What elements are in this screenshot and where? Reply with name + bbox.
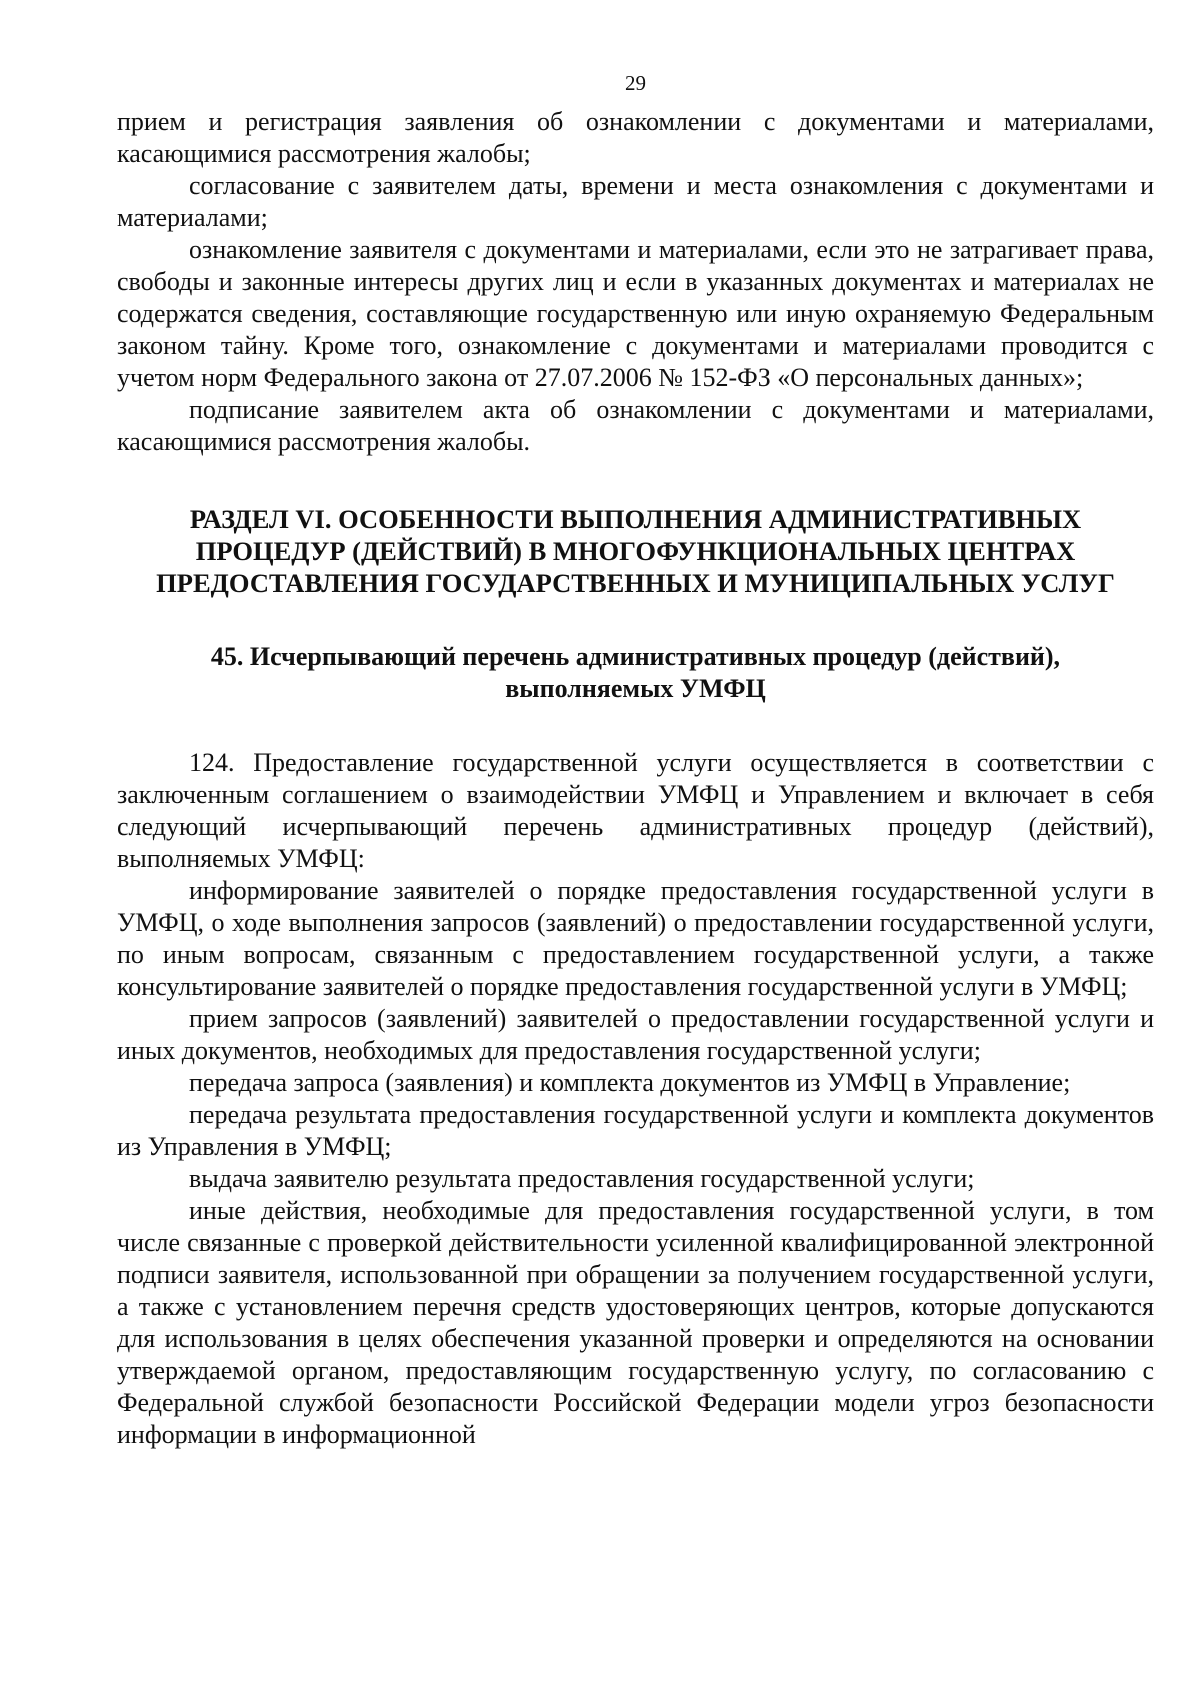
intro-paragraph-1: прием и регистрация заявления об ознакомлении с документами и материалами, касающимися рассмотрения жалобы; [117, 107, 1154, 168]
intro-block [117, 106, 1154, 458]
body-paragraph-7: иные действия, необходимые для предоставления государственной услуги, в том числе связанные с проверкой действительности усиленной квалифицированной электронной подписи заявителя, использованной при обращении за получением государственной услуги, а также с установлением перечня средств удостоверяющих центров, которые допускаются для использования в целях обеспечения указанной проверки и определяются на основании утверждаемой органом, предоставляющим государственную услугу, по согласованию с Федеральной службой безопасности Российской Федерации модели угроз безопасности информации в информационной [117, 1196, 1154, 1449]
body-block [117, 747, 1154, 1451]
body-paragraph-5: передача результата предоставления государственной услуги и комплекта документов из Управления в УМФЦ; [117, 1100, 1154, 1161]
page-number: 29 [625, 71, 646, 95]
intro-paragraph-3: ознакомление заявителя с документами и материалами, если это не затрагивает права, свободы и законные интересы других лиц и если в указанных документах и материалах не содержатся сведения, составляющие государственную или иную охраняемую Федеральным законом тайну. Кроме того, ознакомление с документами и материалами проводится с учетом норм Федерального закона от 27.07.2006 № 152-ФЗ «О персональных данных»; [117, 235, 1154, 392]
intro-paragraph-2: согласование с заявителем даты, времени и места ознакомления с документами и материалами; [117, 171, 1154, 232]
subsection-title: 45. Исчерпывающий перечень административных процедур (действий), выполняемых УМФЦ [210, 642, 1061, 703]
body-paragraph-6: выдача заявителю результата предоставления государственной услуги; [189, 1164, 975, 1193]
spacer [117, 705, 1154, 747]
body-paragraph-2: информирование заявителей о порядке предоставления государственной услуги в УМФЦ, о ходе выполнения запросов (заявлений) о предоставлении государственной услуги, по иным вопросам, связанным с предоставлением государственной услуги, а также консультирование заявителей о порядке предоставления государственной услуги в УМФЦ; [117, 876, 1154, 1001]
body-paragraph-1: 124. Предоставление государственной услуги осуществляется в соответствии с заключенным соглашением о взаимодействии УМФЦ и Управлением и включает в себя следующий исчерпывающий перечень административных процедур (действий), выполняемых УМФЦ: [117, 748, 1154, 873]
section-title: РАЗДЕЛ VI. ОСОБЕННОСТИ ВЫПОЛНЕНИЯ АДМИНИСТРАТИВНЫХ ПРОЦЕДУР (ДЕЙСТВИЙ) В МНОГОФУНКЦИОНАЛЬНЫХ ЦЕНТРАХ ПРЕДОСТАВЛЕНИЯ ГОСУДАРСТВЕННЫХ И МУНИЦИПАЛЬНЫХ УСЛУГ [156, 504, 1115, 598]
intro-paragraph-4: подписание заявителем акта об ознакомлении с документами и материалами, касающимися рассмотрения жалобы. [117, 395, 1154, 456]
body-paragraph-4: передача запроса (заявления) и комплекта документов из УМФЦ в Управление; [189, 1068, 1071, 1097]
document-page [117, 70, 1154, 1451]
body-paragraph-3: прием запросов (заявлений) заявителей о предоставлении государственной услуги и иных документов, необходимых для предоставления государственной услуги; [117, 1004, 1154, 1065]
